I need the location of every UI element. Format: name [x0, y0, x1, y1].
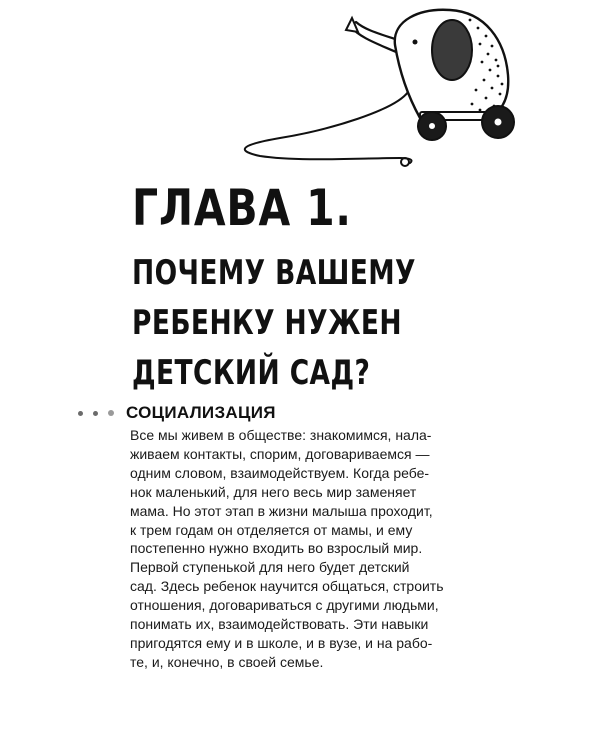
text-line: постепенно нужно входить во взрослый мир. — [130, 540, 423, 557]
text-line: к трем годам он отделяется от мамы, и ему — [130, 521, 413, 538]
text-line: пригодятся ему и в школе, и в вузе, и на рабо- — [130, 634, 433, 651]
dot-icon — [93, 411, 98, 416]
chapter-title: ГЛАВА 1. — [132, 179, 352, 237]
text-line: одним словом, взаимодействуем. Когда ребе- — [130, 464, 430, 481]
text-line: Все мы живем в обществе: знакомимся, нала- — [130, 427, 432, 443]
dot-icon — [78, 411, 83, 416]
text-line: мама. Но этот этап в жизни малыша проходит, — [130, 502, 433, 519]
chapter-subtitle — [132, 248, 416, 398]
text-line: понимать их, взаимодействовать. Эти навыки — [130, 616, 429, 633]
dot-icon — [108, 410, 114, 416]
subtitle-line: ПОЧЕМУ ВАШЕМУ — [132, 253, 416, 293]
section-title: СОЦИАЛИЗАЦИЯ — [126, 403, 276, 422]
text-line: нок маленький, для него весь мир заменяет — [130, 483, 417, 500]
subtitle-line: ДЕТСКИЙ САД? — [132, 353, 371, 393]
text-line: Первой ступенькой для него будет детский — [130, 559, 410, 576]
text-line: те, и, конечно, в своей семье. — [130, 653, 324, 670]
toy-elephant-on-wheels-icon — [0, 0, 600, 200]
three-dots-icon — [78, 410, 114, 416]
subtitle-line: РЕБЕНКУ НУЖЕН — [132, 303, 402, 343]
text-line: сад. Здесь ребенок научится общаться, строить — [130, 578, 444, 595]
text-line: отношения, договариваться с другими людьми, — [130, 597, 439, 614]
body-paragraph — [130, 426, 490, 672]
text-line: живаем контакты, спорим, договариваемся — — [130, 445, 430, 462]
section-heading — [78, 402, 276, 424]
